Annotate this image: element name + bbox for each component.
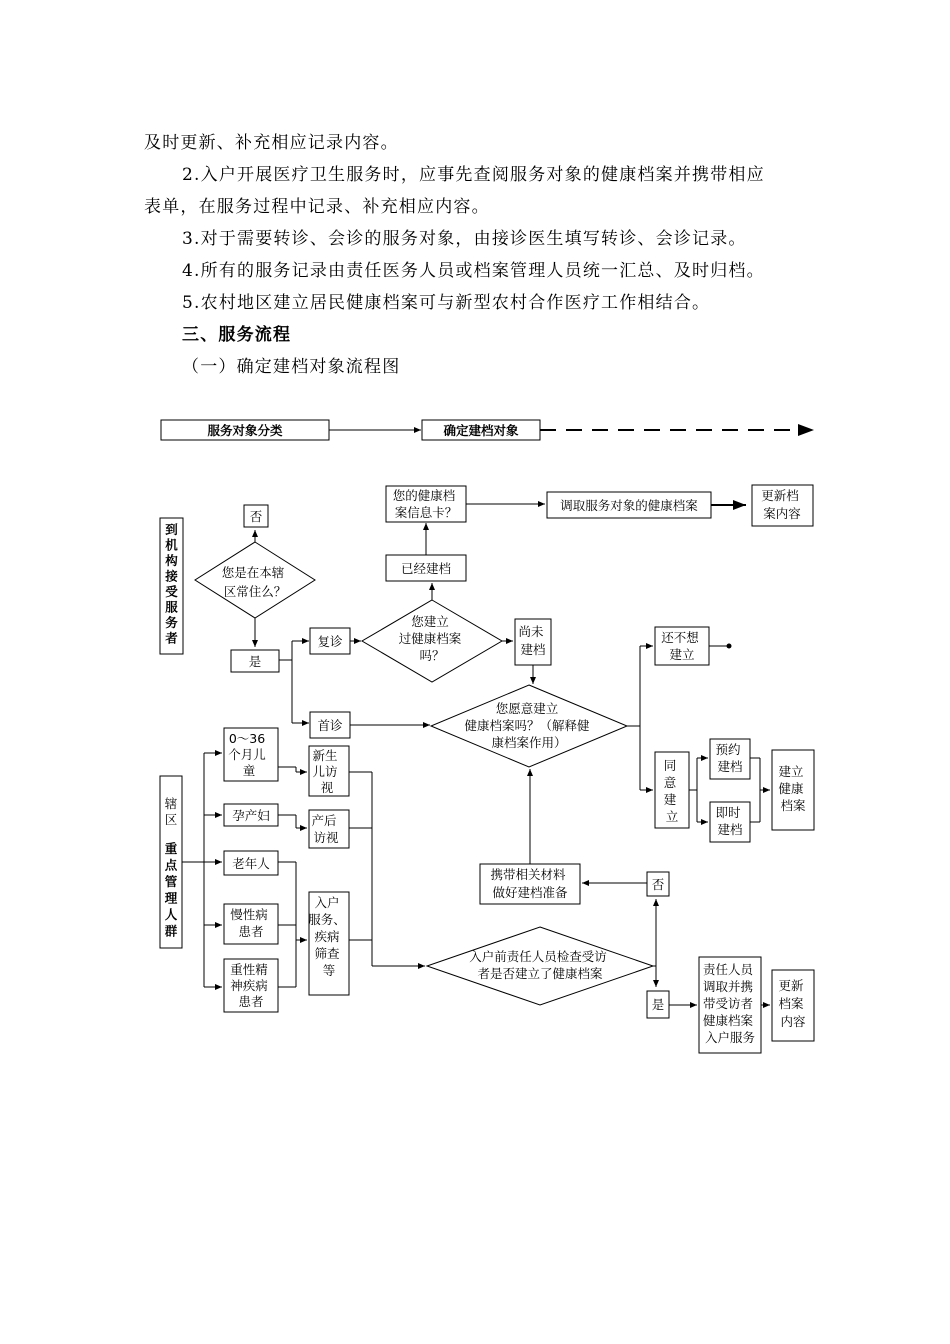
key-group-label-b [165, 841, 178, 939]
newborn-visit-label: 新生 儿访 视 [312, 748, 338, 795]
vertical-char: 构 [165, 553, 178, 568]
paragraph-6: 5.农村地区建立居民健康档案可与新型农村合作医疗工作相结合。 [182, 293, 711, 313]
vertical-char: 区 [164, 812, 178, 827]
paragraph-1: 及时更新、补充相应记录内容。 [144, 133, 399, 153]
not-yet-label: 还不想 建立 [661, 630, 699, 662]
already-filed-label: 已经建档 [400, 561, 452, 576]
vertical-char: 点 [164, 857, 178, 873]
not-filed-label: 尚未 建档 [518, 624, 546, 657]
prepare-label: 携带相关材料 做好建档准备 [490, 867, 568, 900]
home-service-label: 入户 服务、 疾病 筛查 等 [308, 895, 346, 978]
vertical-char: 接 [165, 568, 178, 584]
yes-bottom-label: 是 [651, 997, 665, 1012]
resident-question-label: 您是在本辖 区常住么？ [221, 565, 287, 599]
update-top-label: 更新档 案内容 [761, 488, 801, 521]
vertical-char: 者 [165, 630, 178, 646]
elderly-label: 老年人 [232, 856, 270, 871]
vertical-char: 机 [165, 537, 178, 553]
vertical-char: 管 [164, 874, 178, 889]
section-heading: 三、服务流程 [182, 325, 292, 345]
check-record-label: 入户前责任人员检查受访 者是否建立了健康档案 [469, 949, 607, 981]
paragraph-4: 3.对于需要转诊、会诊的服务对象，由接诊医生填写转诊、会诊记录。 [182, 229, 747, 249]
vertical-char: 人 [164, 907, 178, 922]
no-top-label: 否 [249, 509, 263, 524]
header-dashed-arrowhead [798, 424, 814, 436]
vertical-char: 重 [164, 841, 178, 856]
vertical-char: 群 [164, 923, 178, 939]
pregnant-label: 孕产妇 [232, 808, 270, 823]
vertical-char: 务 [165, 615, 178, 630]
appointment-label: 预约 建档 [715, 742, 743, 774]
vertical-char: 理 [164, 890, 178, 906]
vertical-char: 到 [165, 522, 178, 537]
willing-label: 您愿意建立 健康档案吗？（解释健 康档案作用） [464, 701, 590, 750]
mental-label: 重性精 神疾病 患者 [230, 962, 268, 1009]
staff-carry-label: 责任人员 调取并携 带受访者 健康档案 入户服务 [703, 962, 756, 1045]
subsection-heading: （一）确定建档对象流程图 [182, 357, 401, 377]
not-yet-end-dot [727, 644, 732, 649]
paragraph-3: 表单，在服务过程中记录、补充相应内容。 [144, 197, 490, 217]
chronic-label: 慢性病 患者 [230, 907, 268, 939]
children-label: 0～36 个月儿 童 [228, 731, 266, 778]
record-card-label: 您的健康档 案信息卡？ [392, 488, 458, 520]
paragraph-2: 2.入户开展医疗卫生服务时，应事先查阅服务对象的健康档案并携带相应 [182, 165, 765, 185]
header-left-label: 服务对象分类 [207, 423, 283, 438]
retrieve-record-label: 调取服务对象的健康档案 [560, 498, 698, 513]
vertical-char: 服 [165, 599, 178, 615]
vertical-char: 受 [165, 584, 178, 599]
walkin-group-label [164, 522, 178, 646]
agree-label: 同 意 建 立 [663, 758, 679, 824]
has-record-label: 您建立 过健康档案 吗？ [398, 614, 462, 663]
key-group-label-a [165, 796, 178, 827]
immediate-label: 即时 建档 [715, 805, 743, 837]
header-right-label: 确定建档对象 [443, 423, 519, 438]
update-bottom-label: 更新 档案 内容 [778, 978, 806, 1029]
yes-resident-label: 是 [248, 654, 262, 669]
resident-question-diamond [195, 542, 315, 618]
vertical-char: 辖 [164, 796, 178, 811]
first-visit-label: 首诊 [317, 718, 343, 733]
paragraph-5: 4.所有的服务记录由责任医务人员或档案管理人员统一汇总、及时归档。 [182, 261, 765, 281]
revisit-label: 复诊 [317, 634, 343, 649]
build-record-label: 建立 健康 档案 [778, 764, 806, 813]
no-bottom-label: 否 [651, 877, 665, 892]
postpartum-label: 产后 访视 [311, 813, 339, 845]
